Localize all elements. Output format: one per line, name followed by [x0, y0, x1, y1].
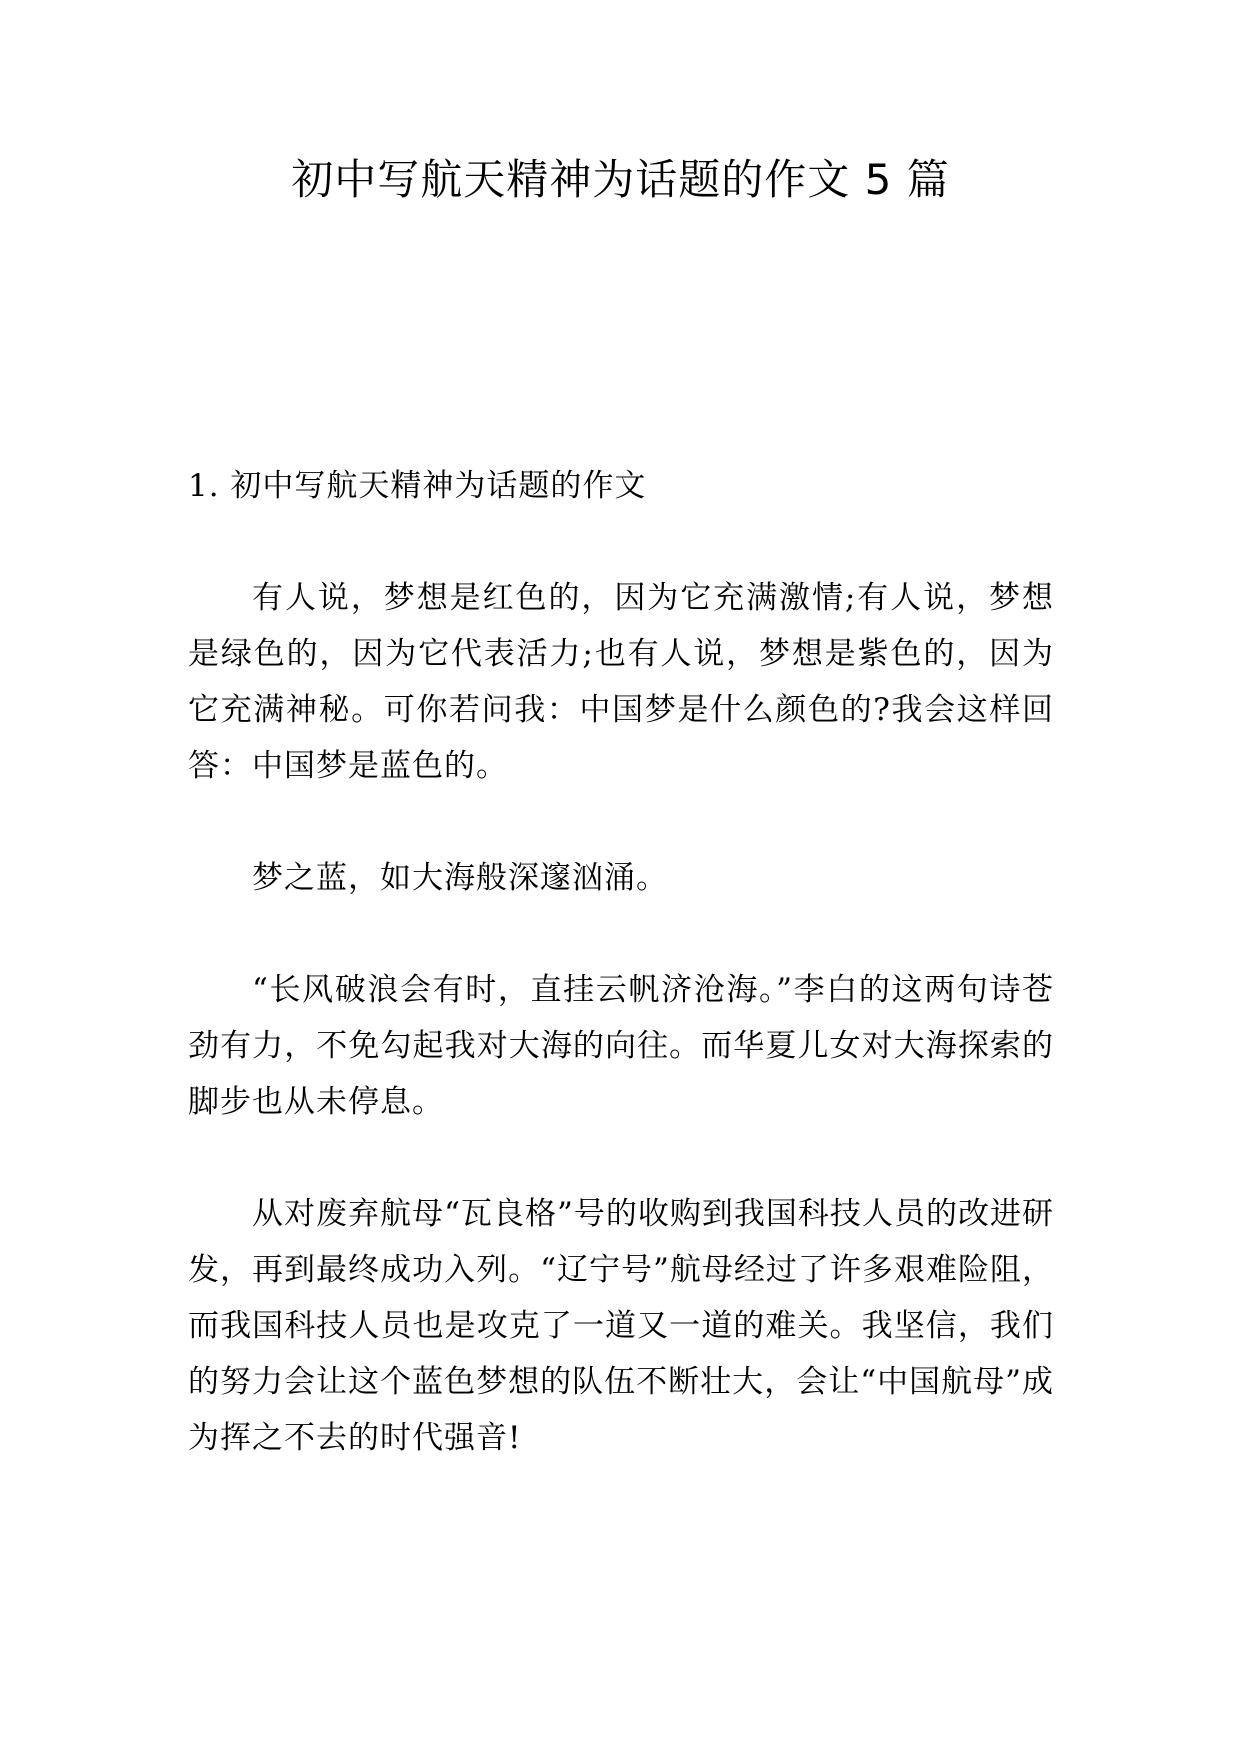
paragraph-3: “长风破浪会有时，直挂云帆济沧海。”李白的这两句诗苍劲有力，不免勾起我对大海的向往。而华夏儿女对大海探索的脚步也从未停息。 [188, 972, 1054, 1120]
section-heading: 1. 初中写航天精神为话题的作文 [188, 468, 647, 504]
paragraph-4: 从对废弃航母“瓦良格”号的收购到我国科技人员的改进研发，再到最终成功入列。“辽宁号”航母经过了许多艰难险阻，而我国科技人员也是攻克了一道又一道的难关。我坚信，我们的努力会让这个蓝色梦想的队伍不断壮大，会让“中国航母”成为挥之不去的时代强音! [188, 1196, 1054, 1456]
paragraph-2: 梦之蓝，如大海般深邃汹涌。 [252, 860, 668, 896]
document-body [188, 458, 1054, 1522]
paragraph-1: 有人说，梦想是红色的，因为它充满激情;有人说，梦想是绿色的，因为它代表活力;也有人说，梦想是紫色的，因为它充满神秘。可你若问我：中国梦是什么颜色的?我会这样回答：中国梦是蓝色的。 [188, 580, 1054, 784]
document-title: 初中写航天精神为话题的作文 5 篇 [291, 155, 950, 204]
